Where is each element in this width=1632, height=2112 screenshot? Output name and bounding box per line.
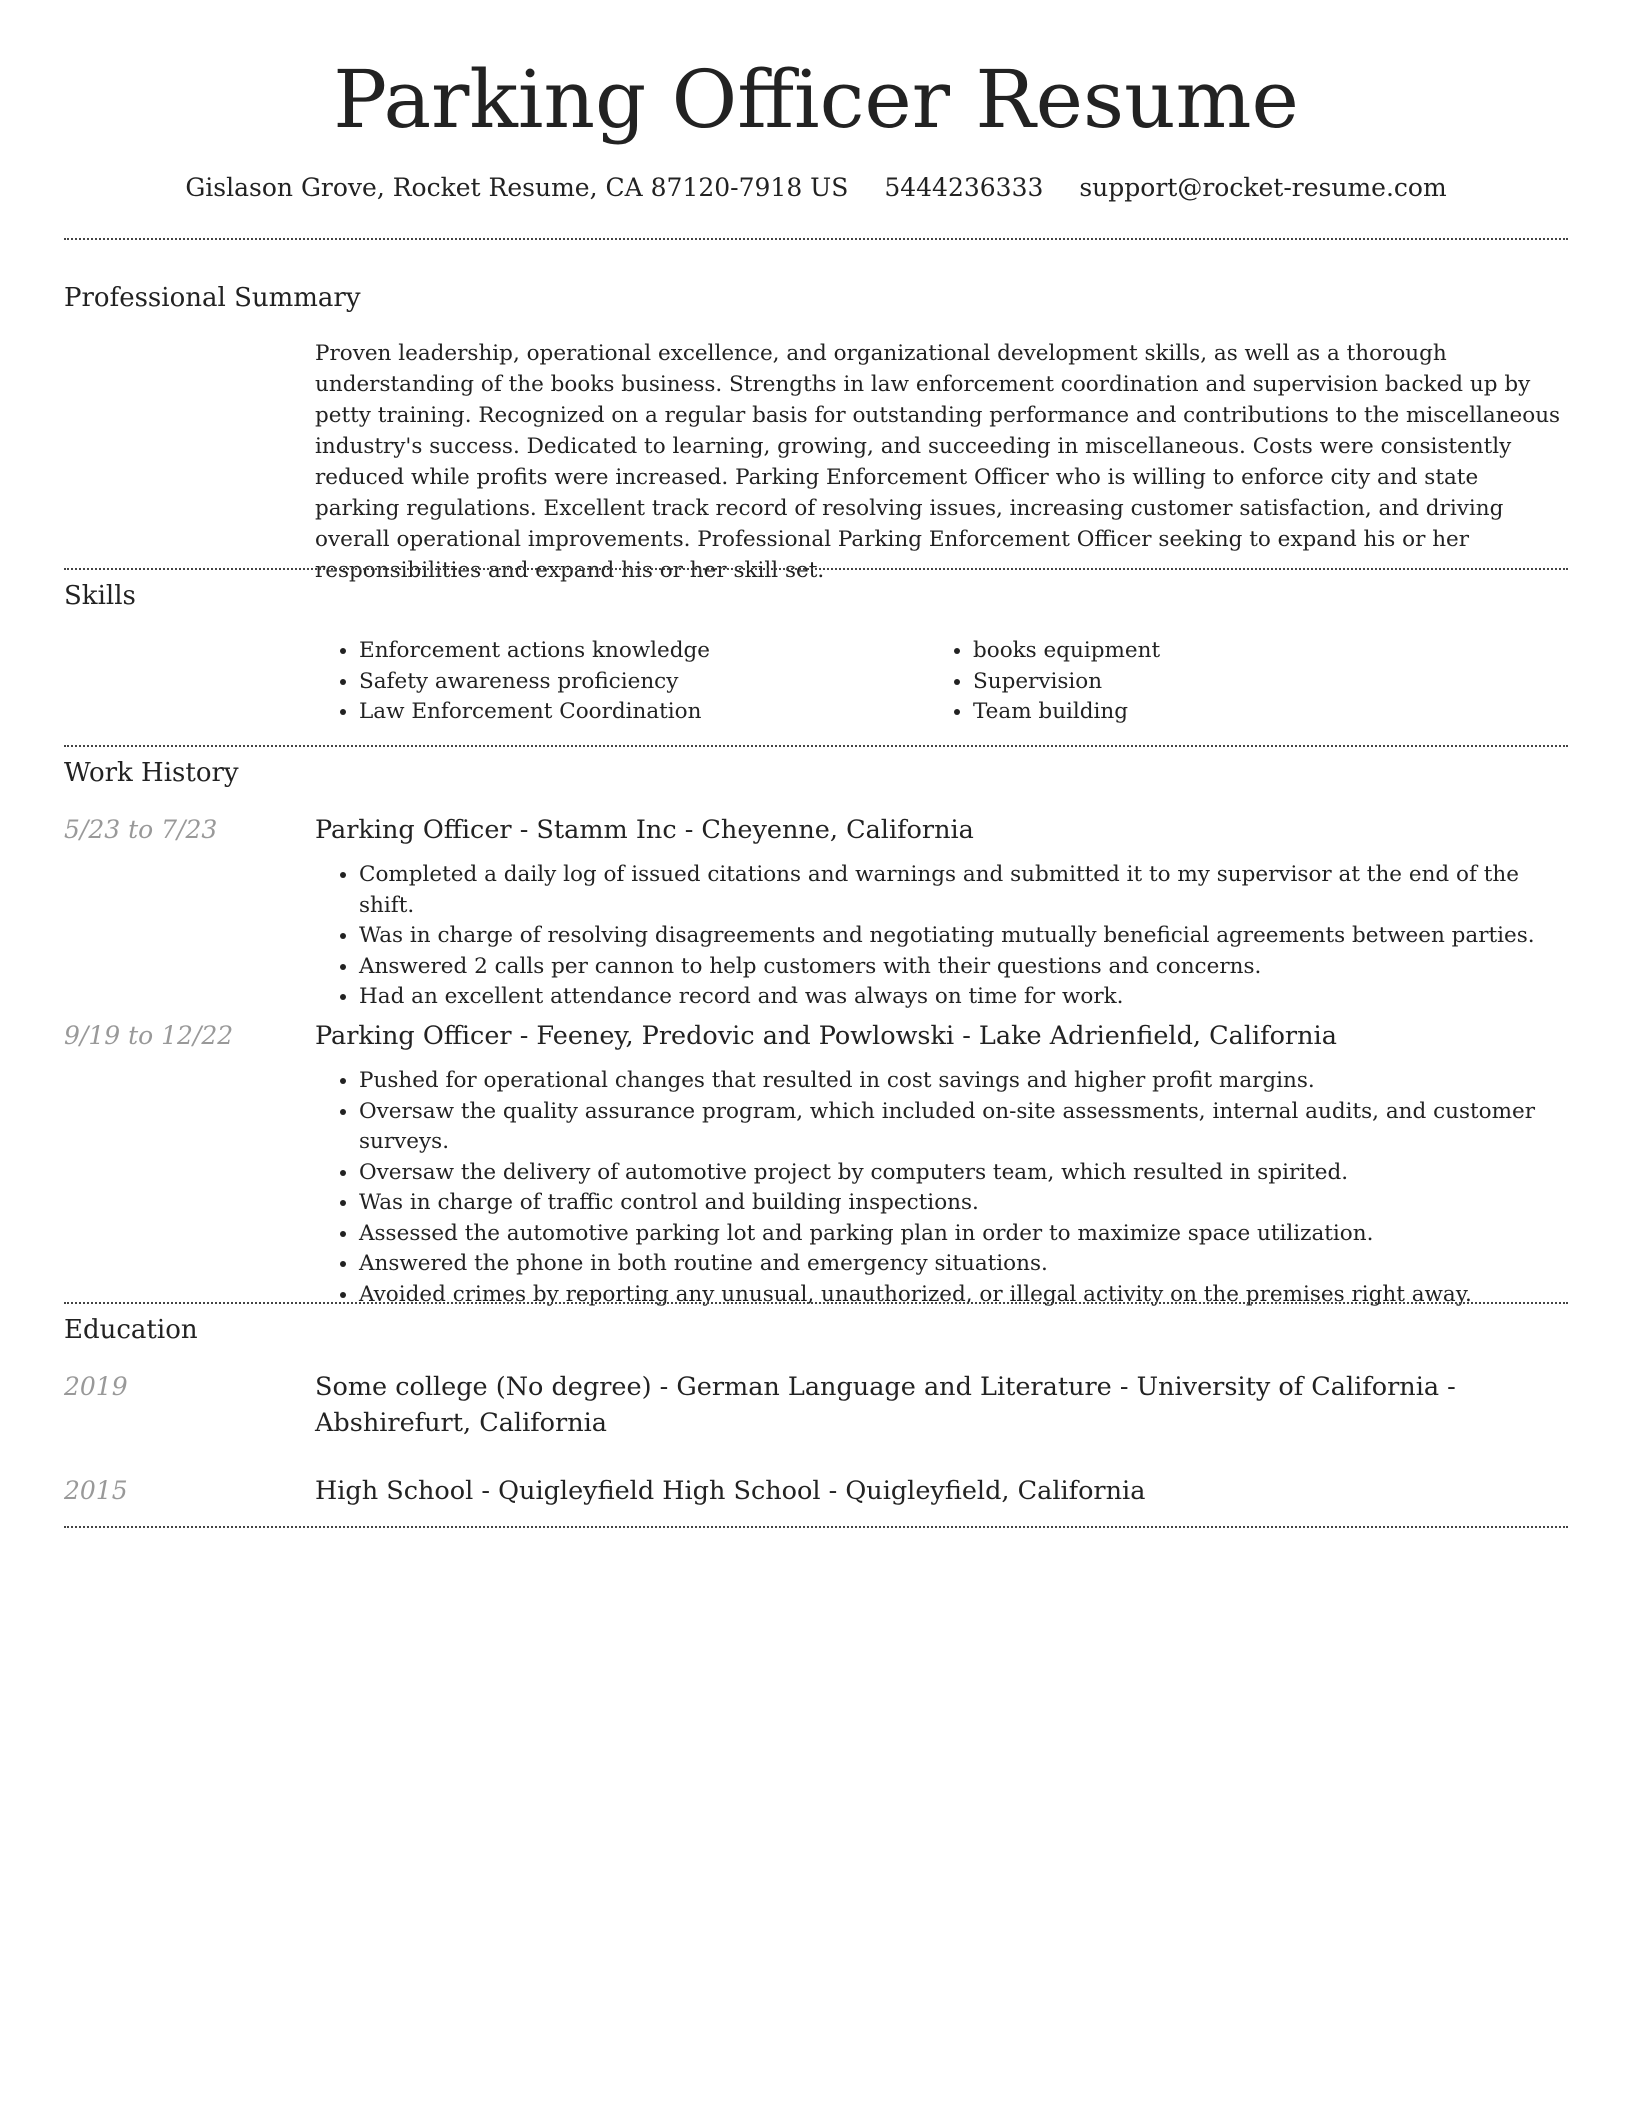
- education-degree: High School: [315, 1476, 474, 1506]
- work-section-title: Work History: [64, 758, 239, 788]
- job-bullet: • Was in charge of resolving disagreements and negotiating mutually beneficial agreements between parties.: [359, 921, 1568, 952]
- contact-phone: 5444236333: [884, 173, 1044, 202]
- skills-list: [315, 636, 1568, 728]
- section-divider: [64, 1302, 1568, 1304]
- skill-item: • Team building: [973, 697, 1543, 728]
- section-divider: [64, 568, 1568, 570]
- resume-header: [0, 0, 1632, 204]
- job-bullet: • Was in charge of traffic control and building inspections.: [359, 1188, 1568, 1219]
- job-bullets: [315, 1066, 1568, 1310]
- section-divider: [64, 238, 1568, 240]
- skill-item: • Supervision: [973, 667, 1543, 698]
- education-entry: [315, 1369, 1568, 1441]
- education-year: 2015: [64, 1476, 128, 1505]
- summary-block: [315, 338, 1568, 586]
- section-divider: [64, 1526, 1568, 1528]
- job-dates: 9/19 to 12/22: [64, 1021, 234, 1050]
- skills-column-right: [929, 636, 1543, 728]
- skill-item: • Safety awareness proficiency: [359, 667, 929, 698]
- job-bullet: • Avoided crimes by reporting any unusual, unauthorized, or illegal activity on the premises right away.: [359, 1280, 1568, 1311]
- skill-item: • books equipment: [973, 636, 1543, 667]
- education-year: 2019: [64, 1372, 128, 1401]
- summary-text: Proven leadership, operational excellence, and organizational development skills, as well as a thorough understanding of the books business. Strengths in law enforcement coordination and supervision backed up by petty training. Recognized on a regular basis for outstanding performance and contributions to the miscellaneous industry's success. Dedicated to learning, growing, and succeeding in miscellaneous. Costs were consistently reduced while profits were increased. Parking Enforcement Officer who is willing to enforce city and state parking regulations. Excellent track record of resolving issues, increasing customer satisfaction, and driving overall operational improvements. Professional Parking Enforcement Officer seeking to expand his or her responsibilities and expand his or her skill set.: [315, 341, 1561, 583]
- education-line: [315, 1369, 1568, 1441]
- skills-column-left: [315, 636, 929, 728]
- job-heading: Parking Officer - Stamm Inc - Cheyenne, California: [315, 815, 974, 845]
- summary-section-title: Professional Summary: [64, 283, 361, 313]
- job-entry: [315, 1018, 1568, 1310]
- education-line: [315, 1473, 1568, 1509]
- job-entry: [315, 812, 1568, 1013]
- skill-item: • Law Enforcement Coordination: [359, 697, 929, 728]
- contact-address: Gislason Grove, Rocket Resume, CA 87120-7918 US: [185, 173, 849, 202]
- job-bullet: • Oversaw the delivery of automotive project by computers team, which resulted in spirited.: [359, 1158, 1568, 1189]
- job-bullet: • Oversaw the quality assurance program, which included on-site assessments, internal audits, and customer surveys.: [359, 1097, 1568, 1158]
- job-bullets: [315, 860, 1568, 1013]
- education-school: - University of California - Abshirefurt, California: [315, 1372, 1456, 1438]
- skills-section-title: Skills: [64, 581, 136, 611]
- contact-line: [0, 172, 1632, 204]
- education-school: - Quigleyfield High School - Quigleyfield, California: [473, 1476, 1146, 1506]
- job-heading: Parking Officer - Feeney, Predovic and Powlowski - Lake Adrienfield, California: [315, 1021, 1337, 1051]
- job-bullet: • Answered the phone in both routine and emergency situations.: [359, 1249, 1568, 1280]
- page-title: Parking Officer Resume: [333, 53, 1299, 146]
- education-entry: [315, 1473, 1568, 1509]
- skill-item: • Enforcement actions knowledge: [359, 636, 929, 667]
- job-bullet: • Had an excellent attendance record and was always on time for work.: [359, 982, 1568, 1013]
- contact-email: support@rocket-resume.com: [1079, 173, 1447, 202]
- education-section-title: Education: [64, 1315, 198, 1345]
- job-bullet: • Completed a daily log of issued citations and warnings and submitted it to my supervisor at the end of the shift.: [359, 860, 1568, 921]
- job-bullet: • Assessed the automotive parking lot and parking plan in order to maximize space utilization.: [359, 1219, 1568, 1250]
- section-divider: [64, 745, 1568, 747]
- job-bullet: • Answered 2 calls per cannon to help customers with their questions and concerns.: [359, 952, 1568, 983]
- job-dates: 5/23 to 7/23: [64, 815, 218, 844]
- job-bullet: • Pushed for operational changes that resulted in cost savings and higher profit margins.: [359, 1066, 1568, 1097]
- education-degree: Some college (No degree) - German Language and Literature: [315, 1372, 1112, 1402]
